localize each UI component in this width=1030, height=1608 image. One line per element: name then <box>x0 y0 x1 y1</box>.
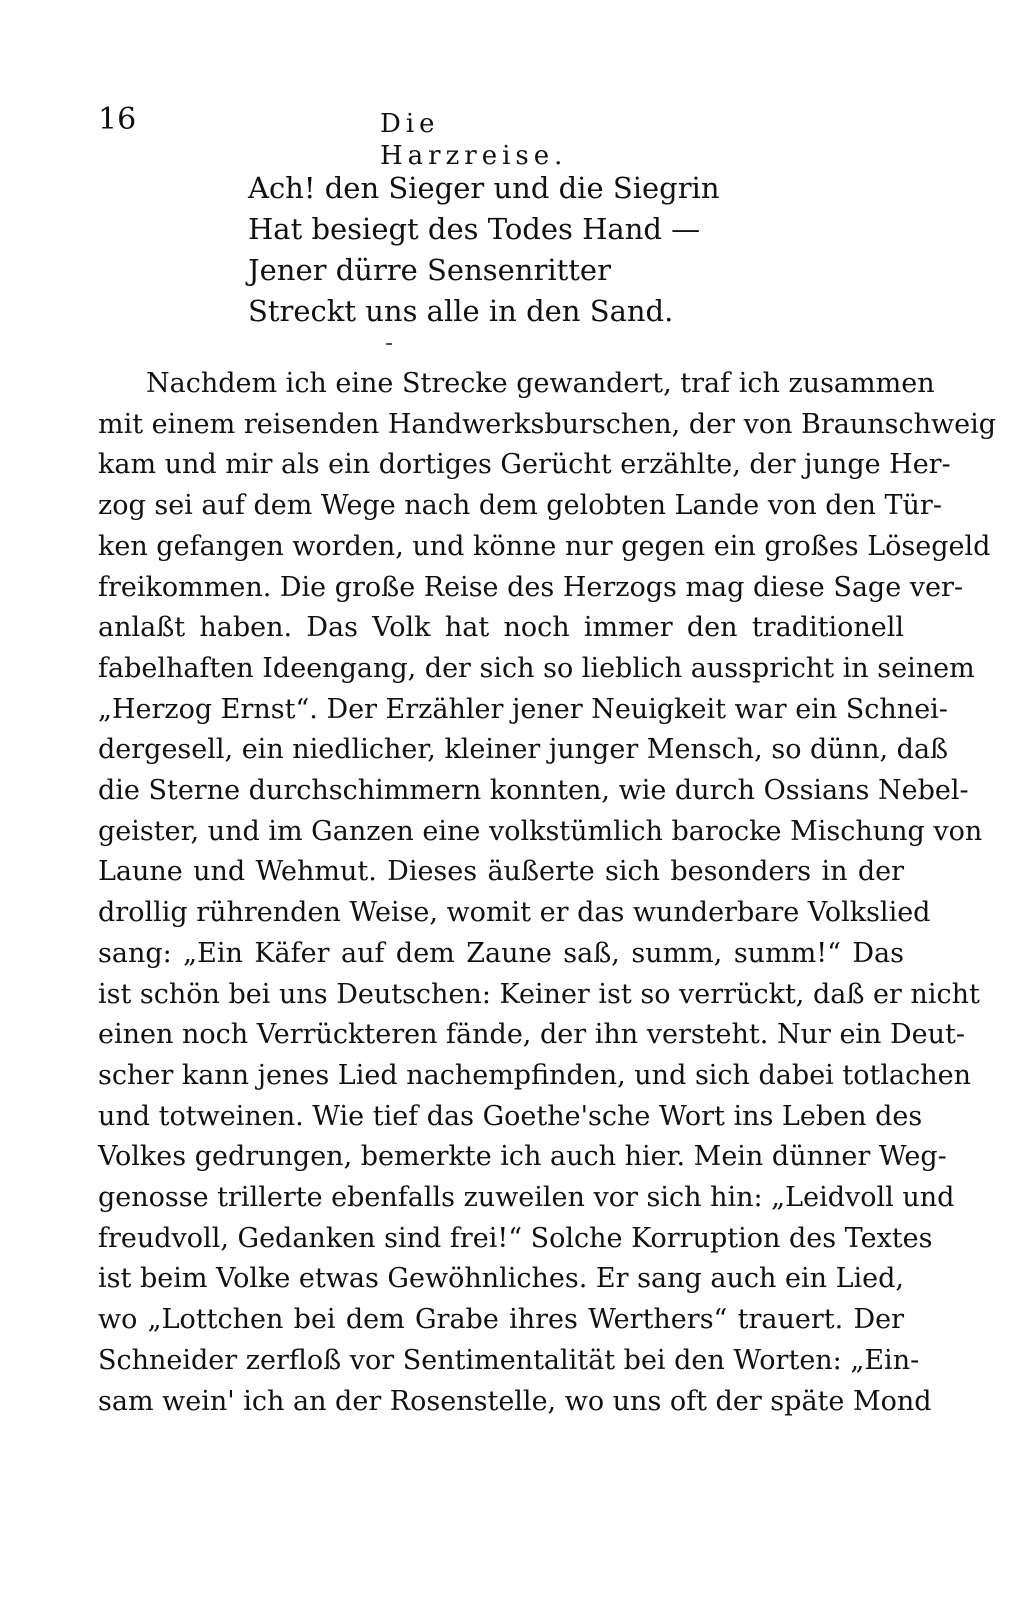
verse-stanza <box>248 168 768 332</box>
prose-paragraph <box>98 364 997 1422</box>
prose-line: einen noch Verrückteren fände, der ihn versteht. Nur ein Deut- <box>98 1019 966 1051</box>
prose-line: mit einem reisenden Handwerksburschen, der von Braunschweig <box>98 408 997 440</box>
prose-line: anlaßt haben. Das Volk hat noch immer den traditionell <box>98 612 904 644</box>
prose-line: zog sei auf dem Wege nach dem gelobten Lande von den Tür- <box>98 490 942 522</box>
prose-line: die Sterne durchschimmern konnten, wie durch Ossians Nebel- <box>98 775 969 807</box>
verse-line: Streckt uns alle in den Sand. <box>248 294 674 328</box>
prose-line: kam und mir als ein dortiges Gerücht erzählte, der junge Her- <box>98 449 951 481</box>
prose-line: Nachdem ich eine Strecke gewandert, traf ich zusammen <box>146 368 935 399</box>
prose-line: scher kann jenes Lied nachempfinden, und sich dabei totlachen <box>98 1059 971 1091</box>
prose-line: dergesell, ein niedlicher, kleiner junger Mensch, so dünn, daß <box>98 734 949 766</box>
prose-line: „Herzog Ernst“. Der Erzähler jener Neuigkeit war ein Schnei- <box>98 693 948 725</box>
prose-line: geister, und im Ganzen eine volkstümlich barocke Mischung von <box>98 815 983 847</box>
prose-line: und totweinen. Wie tief das Goethe'sche Wort ins Leben des <box>98 1100 923 1132</box>
stray-mark <box>386 343 392 345</box>
prose-line: freikommen. Die große Reise des Herzogs mag diese Sage ver- <box>98 571 964 603</box>
prose-line: freudvoll, Gedanken sind frei!“ Solche Korruption des Textes <box>98 1222 933 1254</box>
prose-line: sang: „Ein Käfer auf dem Zaune saß, summ, summ!“ Das <box>98 937 904 969</box>
prose-line: genosse trillerte ebenfalls zuweilen vor sich hin: „Leidvoll und <box>98 1182 955 1214</box>
prose-line: ist schön bei uns Deutschen: Keiner ist so verrückt, daß er nicht <box>98 978 980 1010</box>
prose-line: wo „Lottchen bei dem Grabe ihres Werthers“ trauert. Der <box>98 1304 904 1336</box>
prose-line: drollig rührenden Weise, womit er das wunderbare Volkslied <box>98 897 931 929</box>
prose-line: Volkes gedrungen, bemerkte ich auch hier. Mein dünner Weg- <box>98 1141 947 1173</box>
prose-line: fabelhaften Ideengang, der sich so lieblich ausspricht in seinem <box>98 652 975 684</box>
prose-line: ken gefangen worden, und könne nur gegen ein großes Lösegeld <box>98 530 991 562</box>
verse-line: Jener dürre Sensenritter <box>248 253 611 287</box>
prose-line: ist beim Volke etwas Gewöhnliches. Er sang auch ein Lied, <box>98 1263 904 1295</box>
verse-line: Hat besiegt des Todes Hand — <box>248 212 701 246</box>
verse-line: Ach! den Sieger und die Siegrin <box>248 171 720 205</box>
prose-line: Schneider zerfloß vor Sentimentalität bei den Worten: „Ein- <box>98 1344 920 1376</box>
prose-line: sam wein' ich an der Rosenstelle, wo uns oft der späte Mond <box>98 1385 932 1417</box>
page-number: 16 <box>98 102 137 137</box>
prose-line: Laune und Wehmut. Dieses äußerte sich besonders in der <box>98 856 904 888</box>
running-title: Die Harzreise. <box>380 109 568 171</box>
